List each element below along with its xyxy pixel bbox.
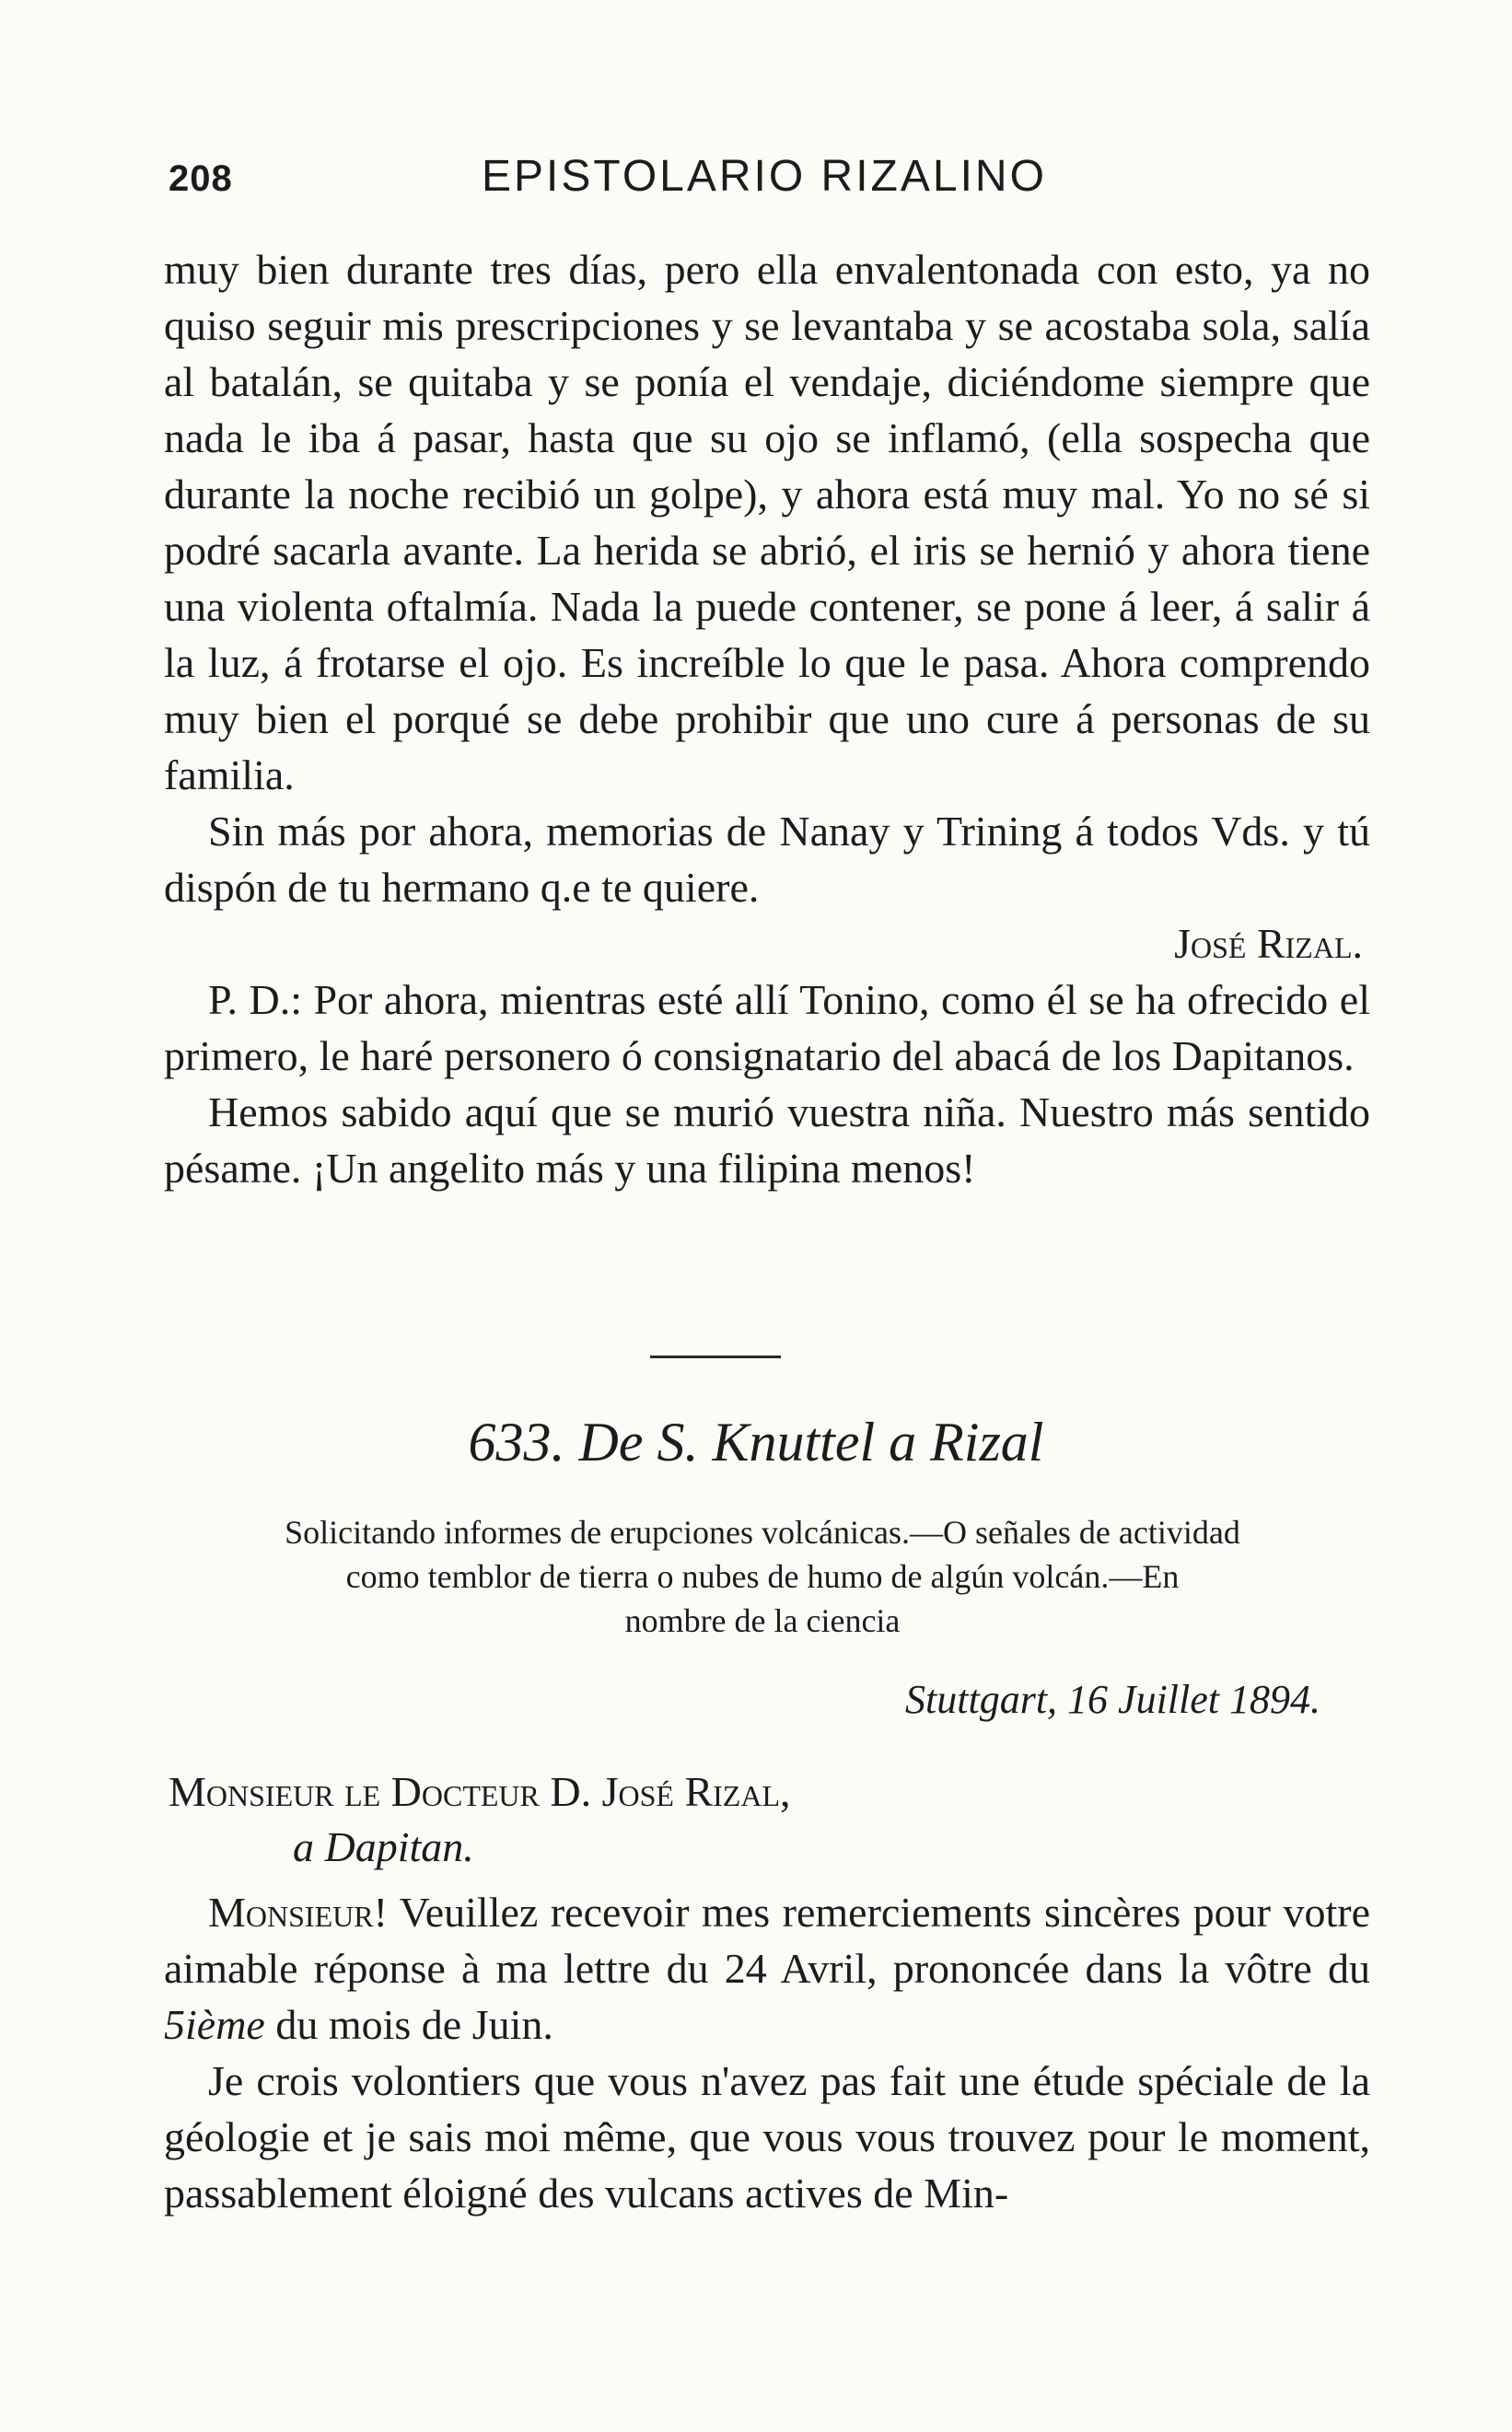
closing-paragraph: Sin más por ahora, memorias de Nanay y Trining á todos Vds. y tú dispón de tu hermano q.e te quiere.: [164, 808, 1370, 911]
summary-line: como temblor de tierra o nubes de humo de algún volcán.—En: [345, 1558, 1180, 1595]
running-title: EPISTOLARIO RIZALINO: [482, 152, 1047, 201]
paragraph-text: du mois de Juin.: [264, 2001, 553, 2048]
letter-address: [169, 1764, 791, 1875]
letter-summary: [164, 1510, 1361, 1643]
letter-title: 633. De S. Knuttel a Rizal: [468, 1412, 1044, 1472]
body-paragraph: Je crois volontiers que vous n'avez pas fait une étude spéciale de la géologie et je sais moi même, que vous vous trouvez pour le moment, passablement éloigné des vulcans actives de Min-: [164, 2057, 1370, 2217]
letter-continuation: [164, 241, 1370, 1196]
body-paragraph: muy bien durante tres días, pero ella envalentonada con esto, ya no quiso seguir mis prescripciones y se levantaba y se acostaba sola, salía al batalán, se quitaba y se ponía el vendaje, diciéndome siempre que nada le iba á pasar, hasta que su ojo se inflamó, (ella sospecha que durante la noche recibió un golpe), y ahora está muy mal. Yo no sé si podré sacarla avante. La herida se abrió, el iris se hernió y ahora tiene una violenta oftalmía. Nada la puede contener, se pone á leer, á salir á la luz, á frotarse el ojo. Es increíble lo que le pasa. Ahora comprendo muy bien el porqué se debe prohibir que uno cure á personas de su familia.: [164, 246, 1370, 798]
postscript-paragraph: P. D.: Por ahora, mientras esté allí Tonino, como él se ha ofrecido el primero, le haré personero ó consignatario del abacá de los Dapitanos.: [164, 976, 1370, 1079]
signature: José Rizal.: [1174, 920, 1363, 967]
paragraph-text: Veuillez recevoir mes remerciements sincères pour votre aimable réponse à ma lettre du 24 Avril, prononcée dans la vôtre du: [164, 1889, 1370, 1992]
address-place: a Dapitan.: [293, 1823, 474, 1870]
page-header: [169, 138, 1366, 212]
address-name: Monsieur le Docteur D. José Rizal,: [169, 1768, 791, 1815]
letter-body: [164, 1884, 1370, 2221]
summary-line: Solicitando informes de erupciones volcánicas.—O señales de actividad: [285, 1514, 1240, 1551]
letter-date: Stuttgart, 16 Juillet 1894.: [905, 1677, 1320, 1722]
postscript-paragraph: Hemos sabido aquí que se murió vuestra niña. Nuestro más sentido pésame. ¡Un angelito más y una filipina menos!: [164, 1088, 1370, 1192]
paragraph-date: 5ième: [164, 2001, 265, 2048]
summary-line: nombre de la ciencia: [624, 1602, 901, 1639]
body-paragraph: [164, 1884, 1370, 2053]
page-number: 208: [169, 158, 233, 199]
section-divider: [650, 1356, 781, 1358]
salutation: Monsieur!: [208, 1889, 388, 1936]
